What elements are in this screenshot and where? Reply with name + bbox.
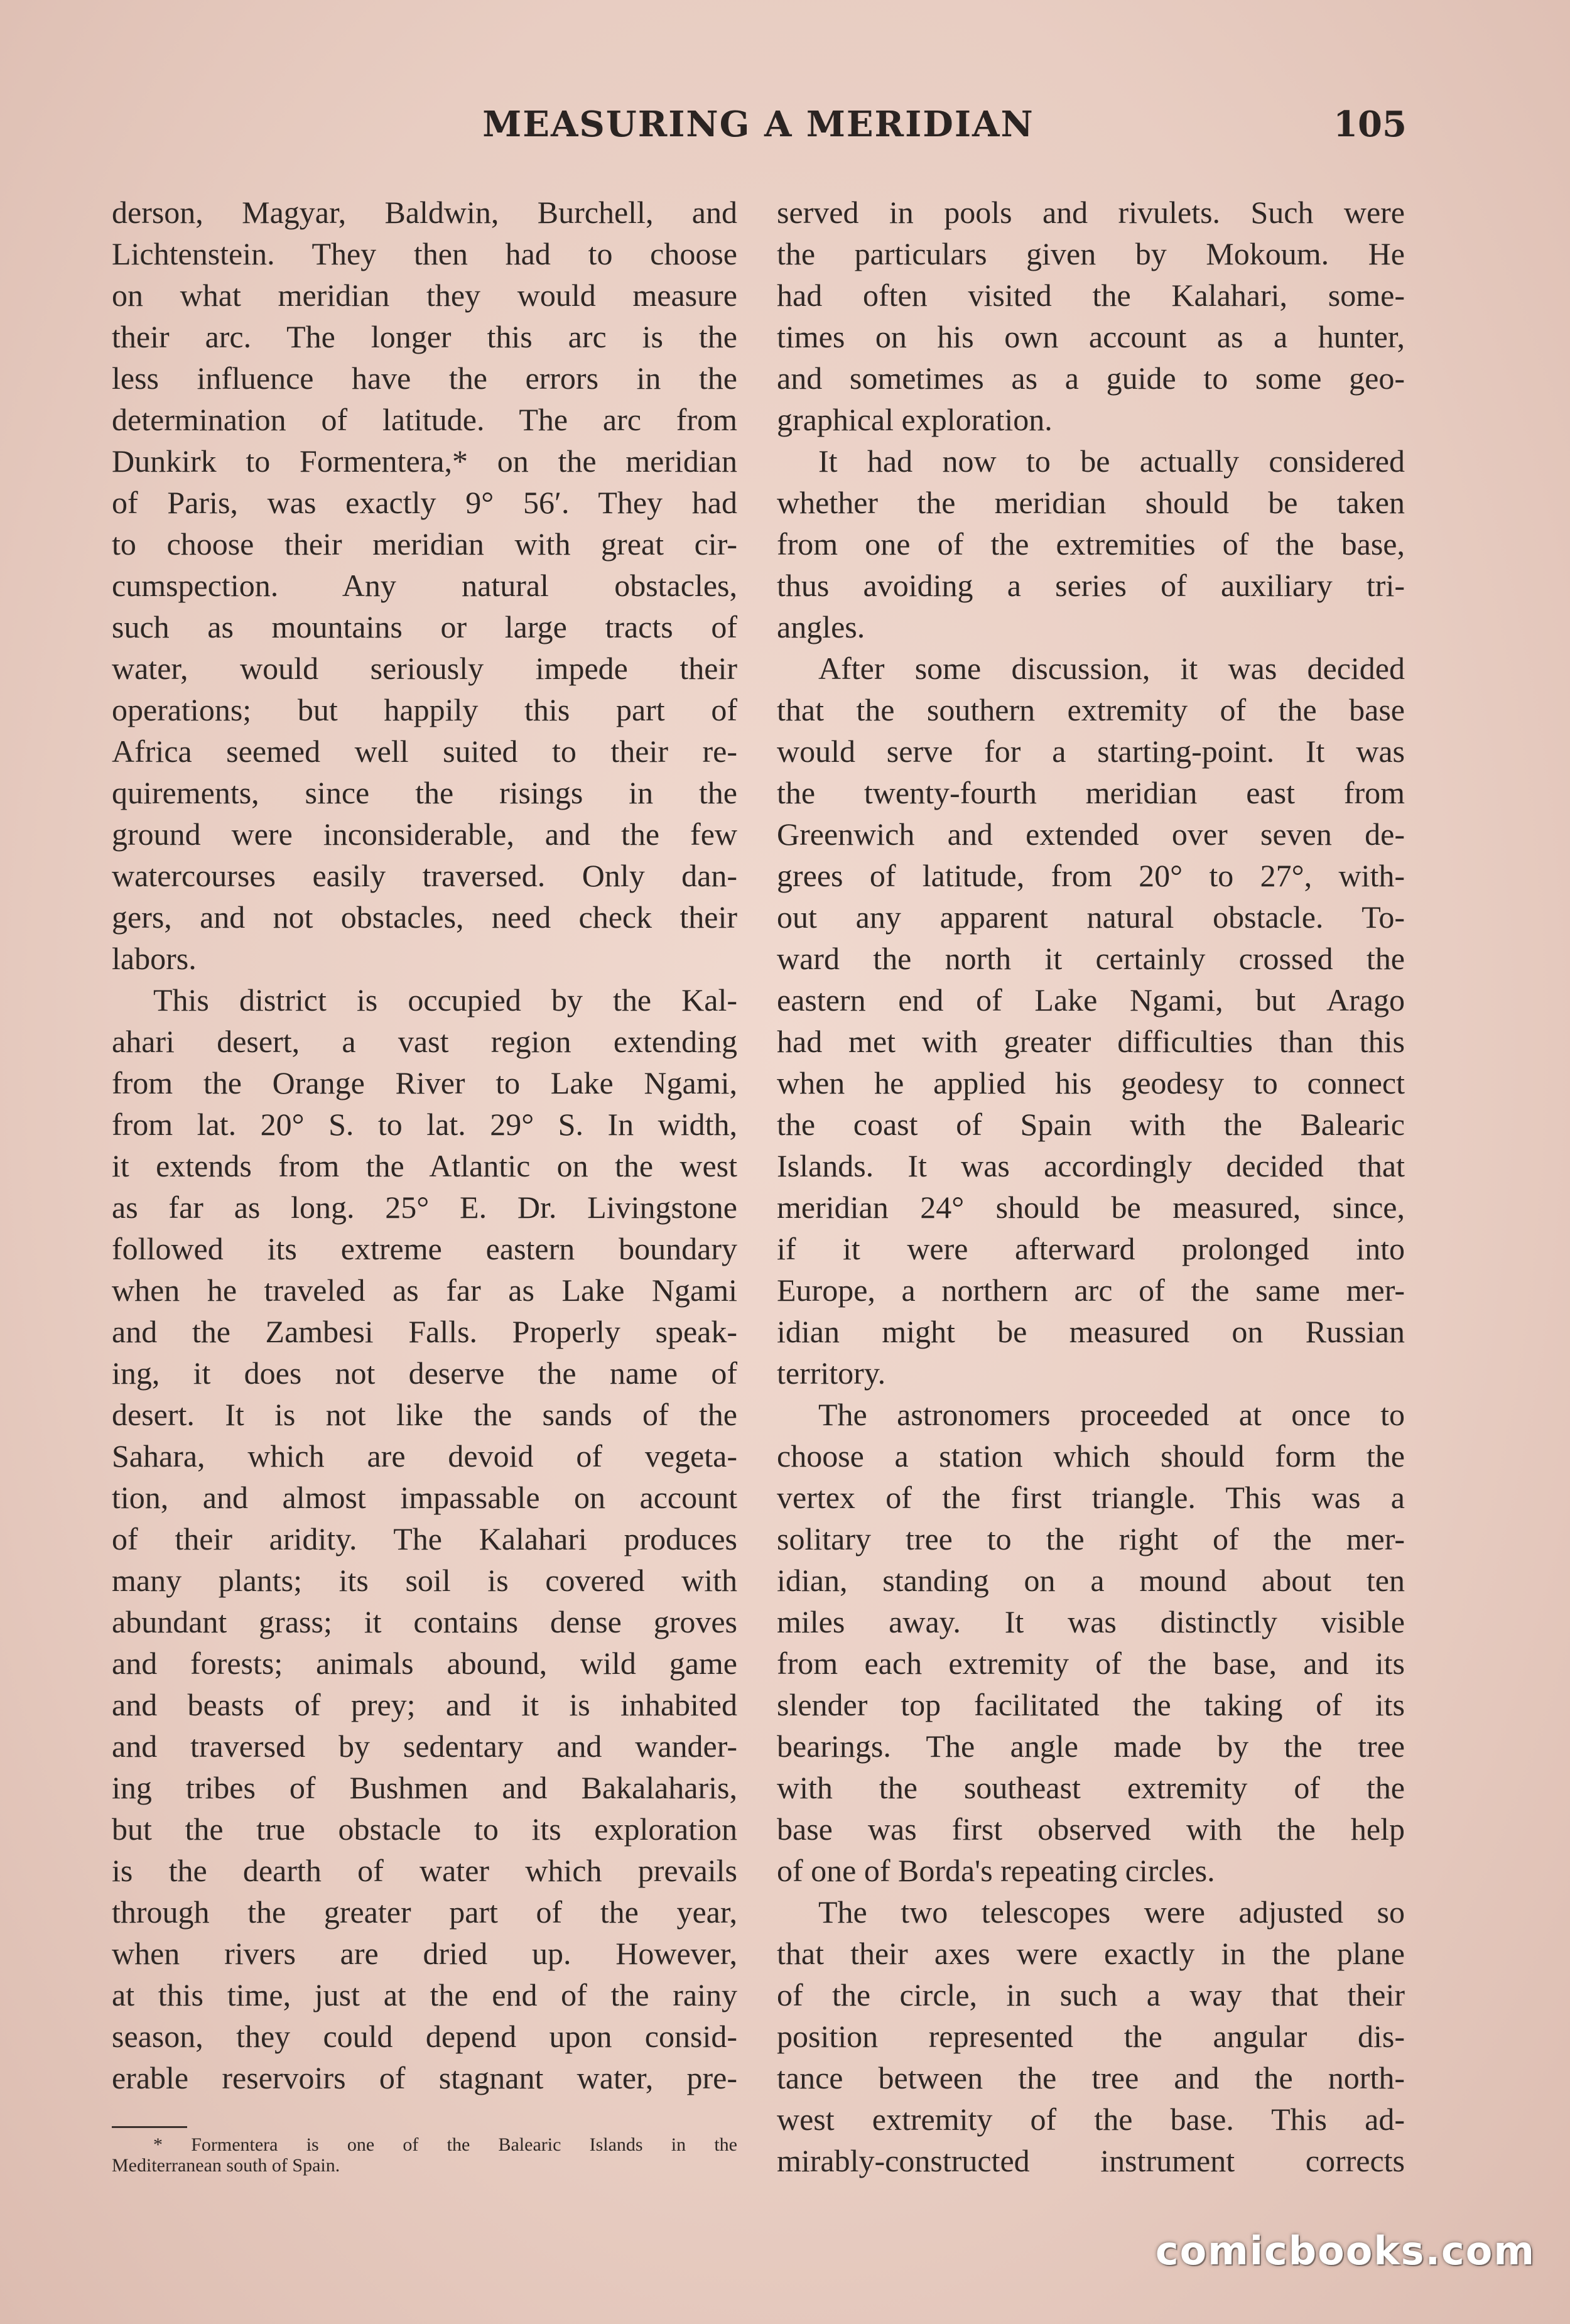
text-line: at this time, just at the end of the rainy [112, 1977, 737, 2012]
text-line: from one of the extremities of the base, [777, 526, 1405, 562]
text-line: many plants; its soil is covered with [112, 1563, 737, 1598]
text-line: graphical exploration. [777, 402, 1053, 437]
text-line: less influence have the errors in the [112, 361, 737, 396]
text-line: idian might be measured on Russian [777, 1314, 1405, 1349]
text-line: with the southeast extremity of the [777, 1770, 1405, 1805]
text-line: vertex of the first triangle. This was a [777, 1480, 1405, 1515]
text-line: Sahara, which are devoid of vegeta- [112, 1438, 737, 1474]
text-line: determination of latitude. The arc from [112, 402, 737, 437]
text-line: when he traveled as far as Lake Ngami [112, 1273, 737, 1308]
text-line: solitary tree to the right of the mer- [777, 1521, 1405, 1556]
left-column [112, 192, 737, 2099]
text-line: bearings. The angle made by the tree [777, 1729, 1405, 1764]
page-number: 105 [1333, 104, 1407, 145]
text-line: had often visited the Kalahari, some- [777, 278, 1405, 313]
text-line: erable reservoirs of stagnant water, pre- [112, 2060, 737, 2095]
text-line: choose a station which should form the [777, 1438, 1405, 1474]
text-line: base was first observed with the help [777, 1811, 1405, 1847]
text-line: Mediterranean south of Spain. [112, 2155, 340, 2176]
text-line: water, would seriously impede their [112, 651, 737, 686]
text-line: miles away. It was distinctly visible [777, 1604, 1405, 1639]
text-line: of the circle, in such a way that their [777, 1977, 1405, 2012]
text-line: thus avoiding a series of auxiliary tri- [777, 568, 1405, 603]
text-line: is the dearth of water which prevails [112, 1853, 737, 1888]
text-line: * Formentera is one of the Balearic Islands in the [153, 2134, 737, 2155]
text-line: and traversed by sedentary and wander- [112, 1729, 737, 1764]
text-line: abundant grass; it contains dense groves [112, 1604, 737, 1639]
text-line: Europe, a northern arc of the same mer- [777, 1273, 1405, 1308]
text-line: from lat. 20° S. to lat. 29° S. In width, [112, 1107, 737, 1142]
text-line: such as mountains or large tracts of [112, 609, 737, 644]
text-line: desert. It is not like the sands of the [112, 1397, 737, 1432]
right-column [777, 192, 1405, 2181]
text-line: The two telescopes were adjusted so [818, 1894, 1405, 1930]
text-line: ing tribes of Bushmen and Bakalaharis, [112, 1770, 737, 1805]
text-line: served in pools and rivulets. Such were [777, 195, 1405, 230]
text-line: gers, and not obstacles, need check their [112, 899, 737, 935]
text-line: position represented the angular dis- [777, 2019, 1405, 2054]
text-line: of Paris, was exactly 9° 56′. They had [112, 485, 737, 520]
text-line: season, they could depend upon consid- [112, 2019, 737, 2054]
footnote-rule [112, 2126, 187, 2128]
text-line: that the southern extremity of the base [777, 692, 1405, 727]
text-line: ward the north it certainly crossed the [777, 941, 1405, 976]
text-line: Islands. It was accordingly decided that [777, 1148, 1405, 1183]
text-line: This district is occupied by the Kal- [153, 982, 737, 1018]
text-line: tion, and almost impassable on account [112, 1480, 737, 1515]
text-line: would serve for a starting-point. It was [777, 734, 1405, 769]
text-line: their arc. The longer this arc is the [112, 319, 737, 354]
text-line: The astronomers proceeded at once to [818, 1397, 1405, 1432]
text-line: and the Zambesi Falls. Properly speak- [112, 1314, 737, 1349]
text-line: whether the meridian should be taken [777, 485, 1405, 520]
text-line: followed its extreme eastern boundary [112, 1231, 737, 1266]
text-line: mirably-constructed instrument corrects [777, 2143, 1405, 2178]
text-line: quirements, since the risings in the [112, 775, 737, 810]
text-line: Lichtenstein. They then had to choose [112, 236, 737, 271]
text-line: eastern end of Lake Ngami, but Arago [777, 982, 1405, 1018]
text-line: when rivers are dried up. However, [112, 1936, 737, 1971]
text-line: idian, standing on a mound about ten [777, 1563, 1405, 1598]
text-line: derson, Magyar, Baldwin, Burchell, and [112, 195, 737, 230]
text-line: grees of latitude, from 20° to 27°, with- [777, 858, 1405, 893]
text-line: from the Orange River to Lake Ngami, [112, 1065, 737, 1100]
text-line: territory. [777, 1355, 886, 1391]
text-line: angles. [777, 609, 865, 644]
text-line: tance between the tree and the north- [777, 2060, 1405, 2095]
running-title: MEASURING A MERIDIAN [482, 104, 1034, 145]
text-line: that their axes were exactly in the plane [777, 1936, 1405, 1971]
text-line: labors. [112, 941, 197, 976]
text-line: from each extremity of the base, and its [777, 1646, 1405, 1681]
text-line: out any apparent natural obstacle. To- [777, 899, 1405, 935]
text-line: the twenty-fourth meridian east from [777, 775, 1405, 810]
text-line: cumspection. Any natural obstacles, [112, 568, 737, 603]
text-line: of their aridity. The Kalahari produces [112, 1521, 737, 1556]
text-line: on what meridian they would measure [112, 278, 737, 313]
text-line: watercourses easily traversed. Only dan- [112, 858, 737, 893]
text-line: of one of Borda's repeating circles. [777, 1853, 1215, 1888]
running-header [110, 104, 1407, 154]
text-line: It had now to be actually considered [818, 443, 1405, 479]
text-line: when he applied his geodesy to connect [777, 1065, 1405, 1100]
text-line: and beasts of prey; and it is inhabited [112, 1687, 737, 1722]
text-line: Africa seemed well suited to their re- [112, 734, 737, 769]
text-line: the particulars given by Mokoum. He [777, 236, 1405, 271]
text-line: but the true obstacle to its exploration [112, 1811, 737, 1847]
text-line: After some discussion, it was decided [818, 651, 1405, 686]
text-line: west extremity of the base. This ad- [777, 2102, 1405, 2137]
watermark-logo: comicbooks.com [1155, 2228, 1535, 2274]
text-line: and forests; animals abound, wild game [112, 1646, 737, 1681]
text-line: Greenwich and extended over seven de- [777, 817, 1405, 852]
text-line: ground were inconsiderable, and the few [112, 817, 737, 852]
text-line: it extends from the Atlantic on the west [112, 1148, 737, 1183]
text-line: the coast of Spain with the Balearic [777, 1107, 1405, 1142]
text-line: meridian 24° should be measured, since, [777, 1190, 1405, 1225]
footnote [112, 2134, 737, 2176]
text-line: slender top facilitated the taking of its [777, 1687, 1405, 1722]
text-line: ing, it does not deserve the name of [112, 1355, 737, 1391]
text-line: through the greater part of the year, [112, 1894, 737, 1930]
text-line: had met with greater difficulties than this [777, 1024, 1405, 1059]
text-line: as far as long. 25° E. Dr. Livingstone [112, 1190, 737, 1225]
text-line: times on his own account as a hunter, [777, 319, 1405, 354]
text-line: to choose their meridian with great cir- [112, 526, 737, 562]
text-line: if it were afterward prolonged into [777, 1231, 1405, 1266]
text-line: and sometimes as a guide to some geo- [777, 361, 1405, 396]
text-line: ahari desert, a vast region extending [112, 1024, 737, 1059]
text-line: operations; but happily this part of [112, 692, 737, 727]
text-line: Dunkirk to Formentera,* on the meridian [112, 443, 737, 479]
